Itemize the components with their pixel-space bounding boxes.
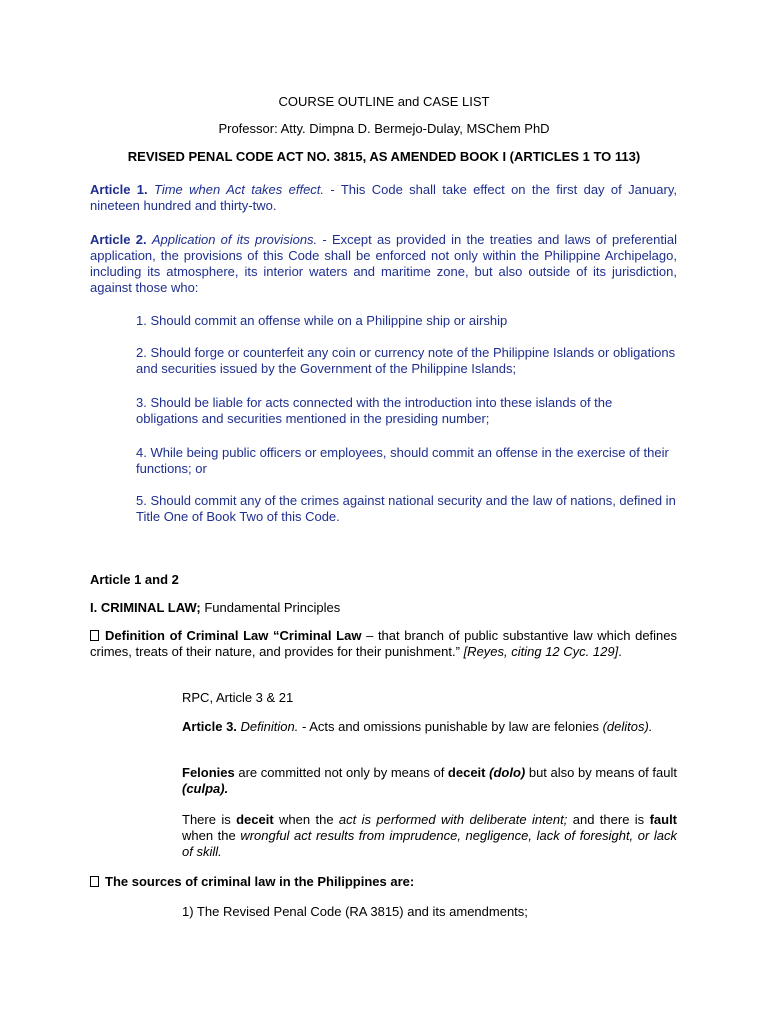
article-3-label: Article 3.: [182, 719, 237, 734]
deceit-paragraph: [182, 812, 677, 860]
article-2-item-4: 4. While being public officers or employees, should commit an offense in the exercise of their functions; or: [136, 445, 669, 476]
article-2-text: - Except as provided in the treaties and laws of preferential application, the provisions of this Code shall be enforced not only within the Philippine Archipelago, including its atmosphere, its interior waters and maritime zone, but also outside of its jurisdiction, against those who:: [90, 232, 678, 295]
course-title: COURSE OUTLINE and CASE LIST: [278, 94, 490, 109]
deceit-text-2: when the: [273, 812, 339, 827]
fault-italic: wrongful act results from imprudence, negligence, lack of foresight, or lack of skill.: [182, 828, 677, 859]
article-1-text: - This Code shall take effect on the first day of January, nineteen hundred and thirty-two.: [90, 182, 677, 213]
article-3-paragraph: [182, 719, 677, 735]
checkbox-bullet-icon: [90, 876, 99, 887]
definition-citation: [Reyes, citing 12 Cyc. 129]: [463, 644, 619, 659]
deceit-text-1: There is: [182, 812, 237, 827]
definition-text: – that branch of public substantive law which defines crimes, treats of their nature, and provides for their punishment.”: [90, 628, 678, 659]
fault-word: fault: [649, 812, 678, 827]
article-1-paragraph: [90, 182, 677, 214]
felonies-label: Felonies: [182, 765, 235, 780]
article-1-label: Article 1.: [90, 182, 148, 197]
sources-item-1: 1) The Revised Penal Code (RA 3815) and its amendments;: [182, 904, 528, 919]
deceit-text-3: and there is: [567, 812, 650, 827]
felonies-text-2: but also by means of fault: [525, 765, 677, 780]
article-1-heading: Time when Act takes effect.: [154, 182, 325, 197]
deceit-word: deceit: [236, 812, 274, 827]
section-heading-text: Article 1 and 2: [90, 572, 179, 587]
book-title: [0, 149, 768, 165]
article-2-heading: Application of its provisions.: [151, 232, 318, 247]
article-2-item-2: 2. Should forge or counterfeit any coin or currency note of the Philippine Islands or obligations and securities issued by the Government of the Philippine Islands;: [136, 345, 676, 376]
criminal-law-sub: Fundamental Principles: [200, 600, 341, 615]
definition-paragraph: [90, 628, 677, 660]
sources-heading: [90, 874, 677, 890]
sources-heading-text: The sources of criminal law in the Philippines are:: [105, 874, 415, 889]
article-3-delitos: (delitos).: [602, 719, 653, 734]
felonies-text-1: are committed not only by means of: [234, 765, 448, 780]
article-3-text: - Acts and omissions punishable by law are felonies: [298, 719, 603, 734]
article-2-item-3: 3. Should be liable for acts connected with the introduction into these islands of the obligations and securities mentioned in the presiding number;: [136, 395, 613, 426]
felonies-deceit: deceit: [447, 765, 486, 780]
criminal-law-heading: [90, 600, 677, 616]
fault-text-1: when the: [182, 828, 241, 843]
book-title-text: REVISED PENAL CODE ACT NO. 3815, AS AMENDED BOOK I (ARTICLES 1 TO 113): [127, 149, 641, 164]
definition-label: Definition of Criminal Law “Criminal Law: [105, 628, 362, 643]
felonies-culpa: (culpa).: [182, 781, 229, 796]
article-2-item-1: 1. Should commit an offense while on a Philippine ship or airship: [136, 313, 508, 328]
felonies-dolo: (dolo): [489, 765, 526, 780]
criminal-law-label: I. CRIMINAL LAW;: [90, 600, 201, 615]
definition-end: .: [618, 644, 622, 659]
article-3-heading: Definition.: [240, 719, 299, 734]
professor-line: Professor: Atty. Dimpna D. Bermejo-Dulay, MSChem PhD: [218, 121, 550, 136]
article-2-paragraph: [90, 232, 677, 296]
felonies-paragraph: [182, 765, 677, 797]
article-2-item-5: 5. Should commit any of the crimes against national security and the law of nations, defined in Title One of Book Two of this Code.: [136, 493, 676, 524]
rpc-reference: RPC, Article 3 & 21: [182, 690, 294, 705]
article-2-label: Article 2.: [90, 232, 147, 247]
checkbox-bullet-icon: [90, 630, 99, 641]
deceit-italic: act is performed with deliberate intent;: [338, 812, 568, 827]
section-heading: [90, 572, 677, 588]
